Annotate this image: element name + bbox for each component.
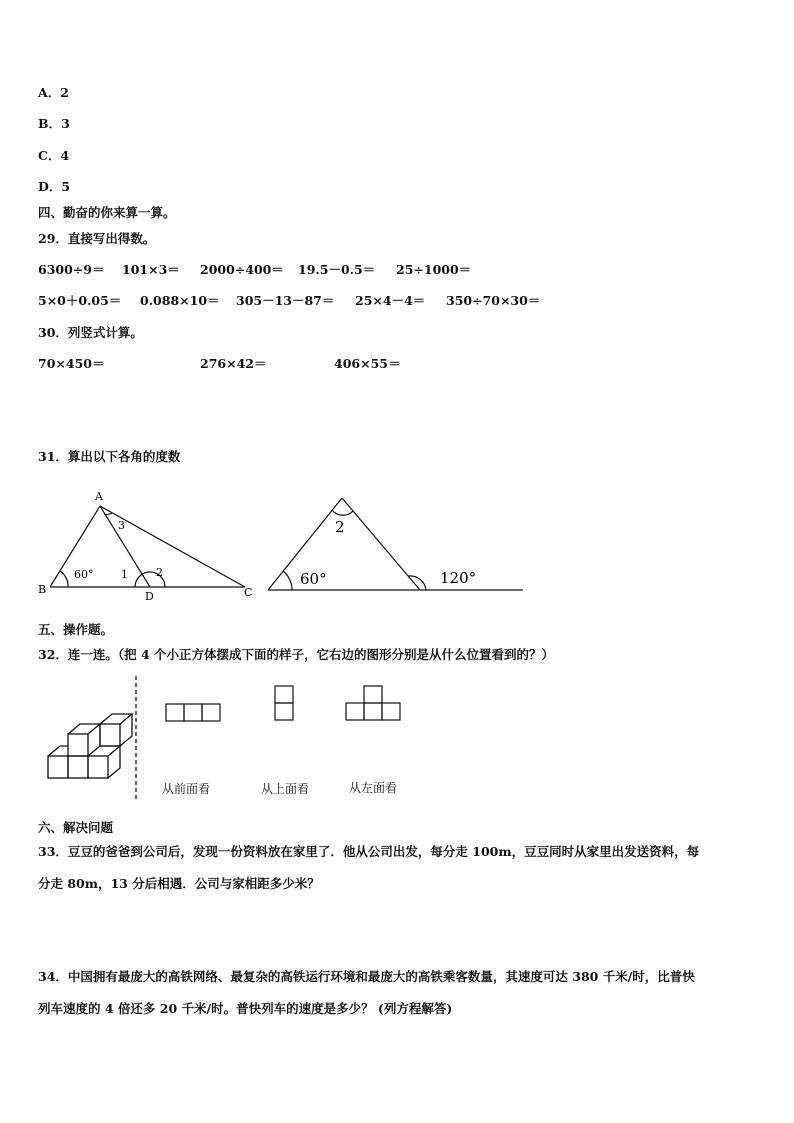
q31-title: 31．算出以下各角的度数: [38, 449, 181, 464]
q34-line-2: 列车速度的 4 倍还多 20 千米/时。普快列车的速度是多少？ (列方程解答): [38, 1001, 453, 1016]
q30-expr: 276×42＝: [200, 356, 267, 371]
q29-expr: 2000÷400＝: [200, 262, 284, 277]
q29-expr: 0.088×10＝: [140, 293, 220, 308]
angle-1-label: 1: [121, 568, 128, 581]
label-front-view: 从前面看: [162, 782, 211, 796]
q29-expr: 350÷70×30＝: [446, 293, 541, 308]
q29-expr: 5×0＋0.05＝: [38, 293, 122, 308]
angle-2-label: 2: [156, 566, 163, 579]
q30-expr: 70×450＝: [38, 356, 105, 371]
angle-120-label: 120°: [440, 569, 477, 587]
left-view-figure: [344, 684, 404, 724]
option-b: B．3: [38, 116, 70, 131]
triangle-exterior-angle-figure: [260, 490, 530, 600]
q29-title: 29．直接写出得数。: [38, 231, 156, 246]
q33-line-1: 33．豆豆的爸爸到公司后，发现一份资料放在家里了．他从公司出发，每分走 100m，豆豆同时从家里出发送资料，每: [38, 844, 700, 859]
angle-3-label: 3: [118, 519, 125, 532]
vertex-b-label: B: [38, 583, 47, 596]
triangle-abc-figure: [0, 480, 260, 610]
section-4-heading: 四、勤奋的你来算一算。: [38, 205, 176, 220]
section-6-heading: 六、解决问题: [38, 820, 114, 835]
angle-60-label: 60°: [300, 570, 327, 588]
label-left-view: 从左面看: [349, 781, 398, 795]
q29-expr: 101×3＝: [122, 262, 180, 277]
q29-expr: 6300÷9＝: [38, 262, 105, 277]
q29-expr: 25÷1000＝: [396, 262, 472, 277]
q33-line-2: 分走 80m，13 分后相遇．公司与家相距多少米？: [38, 876, 320, 891]
angle-b-label: 60°: [74, 568, 94, 581]
divider-dashed-line: [133, 676, 139, 806]
angle-2-label: 2: [335, 518, 345, 536]
q29-expr: 25×4－4＝: [355, 293, 426, 308]
q30-expr: 406×55＝: [334, 356, 401, 371]
label-top-view: 从上面看: [261, 782, 310, 796]
option-d: D．5: [38, 179, 71, 194]
q30-title: 30．列竖式计算。: [38, 325, 143, 340]
vertex-a-label: A: [95, 490, 103, 503]
vertex-d-label: D: [145, 590, 154, 603]
vertex-c-label: C: [244, 586, 253, 599]
q29-expr: 305－13－87＝: [236, 293, 335, 308]
q32-title: 32．连一连。（把 4 个小正方体摆成下面的样子，它右边的图形分别是从什么位置看到的？）: [38, 647, 555, 662]
option-a: A．2: [38, 85, 69, 100]
q34-line-1: 34．中国拥有最庞大的高铁网络、最复杂的高铁运行环境和最庞大的高铁乘客数量，其速度可达 380 千米/时，比普快: [38, 969, 695, 984]
option-c: C．4: [38, 148, 70, 163]
section-5-heading: 五、操作题。: [38, 622, 114, 637]
top-view-figure: [273, 684, 297, 724]
front-view-figure: [164, 702, 224, 724]
q29-expr: 19.5－0.5＝: [298, 262, 376, 277]
